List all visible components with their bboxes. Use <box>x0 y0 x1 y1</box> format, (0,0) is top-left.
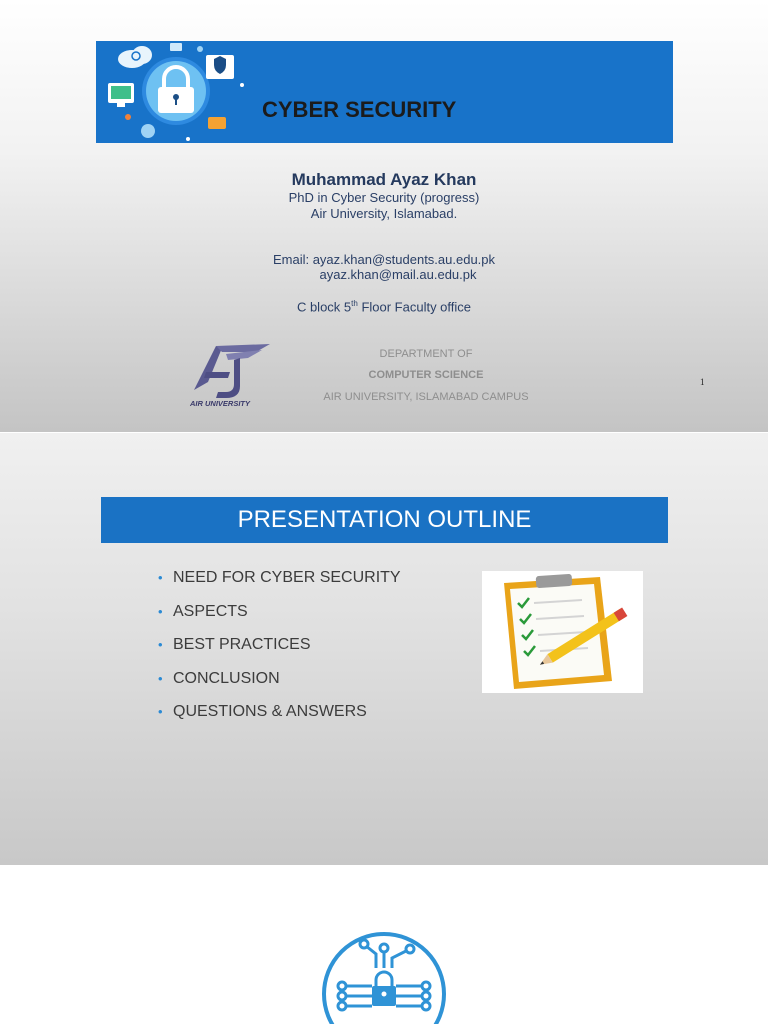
list-item-label: NEED FOR CYBER SECURITY <box>173 569 401 586</box>
email-line-2: ayaz.khan@mail.au.edu.pk <box>319 267 477 282</box>
outline-list <box>158 569 401 737</box>
office-superscript: th <box>351 299 358 308</box>
presenter-university: Air University, Islamabad. <box>310 206 458 221</box>
bullet-icon: • <box>158 670 163 686</box>
shield-icon <box>206 55 234 79</box>
security-slide <box>0 866 768 1024</box>
banner-title: CYBER SECURITY <box>262 97 457 122</box>
bullet-icon: • <box>158 603 163 619</box>
list-item-label: ASPECTS <box>173 602 248 620</box>
cloud-icon <box>118 46 152 68</box>
department-name: COMPUTER SCIENCE <box>368 369 484 381</box>
email-line-1: Email: ayaz.khan@students.au.edu.pk <box>272 252 496 267</box>
title-banner <box>96 41 673 143</box>
presenter-name: Muhammad Ayaz Khan <box>291 170 477 189</box>
circuit-lock-icon <box>318 928 450 1024</box>
presenter-degree: PhD in Cyber Security (progress) <box>288 190 480 205</box>
outline-title: PRESENTATION OUTLINE <box>101 497 668 543</box>
list-item-label: BEST PRACTICES <box>173 636 311 653</box>
security-icons-illustration <box>96 41 256 143</box>
page-number: 1 <box>700 377 705 387</box>
monitor-icon <box>108 83 134 107</box>
clipboard-image <box>482 571 643 693</box>
list-item-label: QUESTIONS & ANSWERS <box>173 703 367 720</box>
outline-slide <box>0 433 768 865</box>
office-location <box>0 299 768 314</box>
list-item <box>158 703 401 737</box>
bullet-icon: • <box>158 637 163 652</box>
list-item-label: CONCLUSION <box>173 669 280 687</box>
title-slide <box>0 0 768 432</box>
department-label: DEPARTMENT OF <box>379 348 473 360</box>
office-prefix: C block 5 <box>296 299 352 315</box>
list-item <box>158 670 401 704</box>
list-item <box>158 569 401 603</box>
list-item <box>158 636 401 670</box>
list-item <box>158 603 401 637</box>
clipboard-checklist-icon <box>482 571 643 693</box>
bullet-icon: • <box>158 704 163 719</box>
air-university-logo <box>186 342 272 410</box>
bullet-icon: • <box>158 570 163 585</box>
campus-name: AIR UNIVERSITY, ISLAMABAD CAMPUS <box>323 391 529 403</box>
office-suffix: Floor Faculty office <box>357 299 472 315</box>
logo-text: AIR UNIVERSITY <box>190 399 251 408</box>
